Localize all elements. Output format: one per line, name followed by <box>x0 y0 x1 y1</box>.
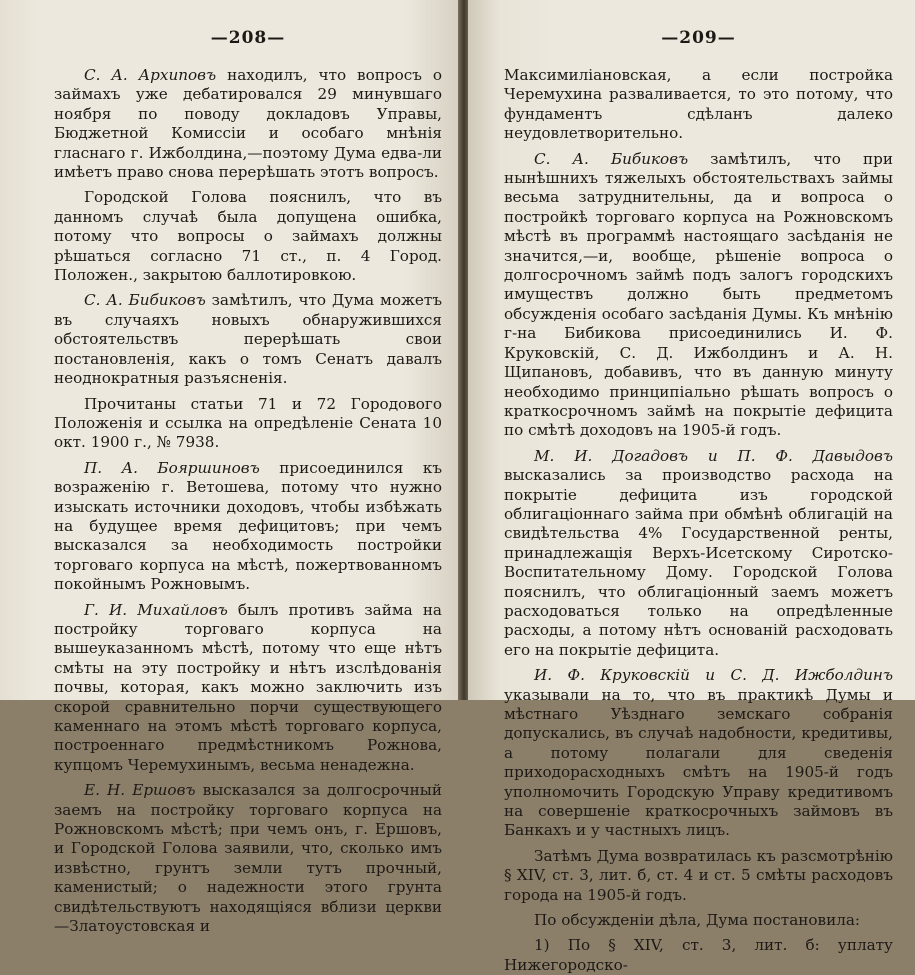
paragraph <box>54 188 442 285</box>
speaker-name: И. Ф. Круковскій и С. Д. Ижболдинъ <box>534 666 893 685</box>
paragraph <box>504 666 893 841</box>
paragraph-text: былъ противъ займа на постройку торговаго корпуса на вышеуказанномъ мѣстѣ, потому что еще нѣтъ смѣты на эту постройку и нѣтъ изслѣдованія почвы, которая, какъ можно заключить изъ скорой сравнительно порчи существующего каменнаго на этомъ мѣстѣ торговаго корпуса, построеннаго предмѣстникомъ Рожнова, купцомъ Черемухинымъ, весьма ненадежна. <box>54 600 442 774</box>
speaker-name: Е. Н. Ершовъ <box>84 781 196 800</box>
paragraph <box>504 911 893 930</box>
paragraph <box>504 936 893 975</box>
paragraph-text: высказались за производство расхода на покрытіе дефицита изъ городской облигаціоннаго займа при обмѣнѣ облигацій на свидѣтельства 4% Государственной ренты, принадлежащія Верхъ-Исетскому Сиротско-Воспитательному Дому. Городской Голова пояснилъ, что облигаціонный заемъ можетъ расходоваться только на опредѣленные расходы, а потому нѣтъ основаній расходовать его на покрытіе дефицита. <box>504 466 893 659</box>
paragraph <box>54 291 442 388</box>
paragraph-text: находилъ, что вопросъ о займахъ уже дебатировался 29 минувшаго ноября по поводу докладовъ Управы, Бюджетной Комиссіи и особаго мнѣнія гласнаго г. Ижболдина,—поэтому Дума едва-ли имѣетъ право снова перерѣшать этотъ вопросъ. <box>54 66 442 182</box>
speaker-name: М. И. Догадовъ и П. Ф. Давыдовъ <box>534 446 893 465</box>
page-number-right: —209— <box>661 28 736 48</box>
paragraph <box>54 66 442 182</box>
speaker-name: С. А. Архиповъ <box>84 66 217 84</box>
paragraph-text: высказался за долгосрочный заемъ на постройку торговаго корпуса на Рожновскомъ мѣстѣ; при чемъ онъ, г. Ершовъ, и Городской Голова заявили, что, сколько имъ извѣстно, грунтъ земли тутъ прочный, каменистый; о надежности этого грунта свидѣтельствуютъ находящіяся вблизи церкви—Златоустовская и <box>54 781 442 936</box>
paragraph-text: Прочитаны статьи 71 и 72 Городового Положенія и ссылка на опредѣленіе Сената 10 окт. 1900 г., № 7938. <box>54 394 442 452</box>
paragraph-text: замѣтилъ, что при нынѣшнихъ тяжелыхъ обстоятельствахъ займы весьма затруднительны, да и вопроса о постройкѣ торговаго корпуса на Рожновскомъ мѣстѣ въ программѣ настоящаго засѣданія не значится,—и, вообще, рѣшеніе вопроса о долгосрочномъ займѣ подъ залогъ городскихъ имуществъ должно быть предметомъ обсужденія особаго засѣданія Думы. Къ мнѣнію г-на Бибикова присоединились И. Ф. Круковскій, С. Д. Ижболдинъ и А. Н. Щипановъ, добавивъ, что въ данную минуту необходимо принципіально рѣшать вопросъ о краткосрочномъ займѣ на покрытіе дефицита по смѣтѣ доходовъ на 1905-й годъ. <box>504 149 893 440</box>
paragraph <box>504 847 893 905</box>
paragraph-text: 1) По § XIV, ст. 3, лит. б: уплату Нижегородско- <box>504 936 893 974</box>
paragraph <box>54 459 442 595</box>
paragraph <box>504 66 893 144</box>
speaker-name: П. А. Бояршиновъ <box>84 458 260 477</box>
left-page <box>0 0 460 936</box>
speaker-name: С. А. Бибиковъ <box>534 149 689 168</box>
paragraph-text: указывали на то, что въ практикѣ Думы и мѣстнаго Уѣзднаго земскаго собранія допускались, въ случаѣ надобности, кредитивы, а потому полагали для сведенія приходорасходныхъ смѣтъ на 1905-й годъ уполномочить Городскую Управу кредитивомъ на совершеніе краткосрочныхъ займовъ въ Банкахъ и у частныхъ лицъ. <box>504 685 893 840</box>
page-number-left: —208— <box>210 28 286 48</box>
paragraph <box>54 395 442 453</box>
paragraph <box>504 150 893 441</box>
paragraph <box>504 447 893 660</box>
paragraph-text: Городской Голова пояснилъ, что въ данномъ случаѣ была допущена ошибка, потому что вопросы о займахъ должны рѣшаться согласно 71 ст., п. 4 Город. Положен., закрытою баллотировкою. <box>54 188 442 285</box>
paragraph <box>54 781 442 936</box>
paragraph-text: По обсужденіи дѣла, Дума постановила: <box>534 911 861 930</box>
paragraph-text: Затѣмъ Дума возвратилась къ разсмотрѣнію § XIV, ст. 3, лит. б, ст. 4 и ст. 5 смѣты расходовъ города на 1905-й годъ. <box>504 846 893 904</box>
speaker-name: С. А. Бибиковъ <box>84 291 206 310</box>
paragraph-text: присоединился къ возраженію г. Ветошева, потому что нужно изыскать источники доходовъ, чтобы избѣжать на будущее время дефицитовъ; при чемъ высказался за необходимость постройки торговаго корпуса на мѣстѣ, пожертвованномъ покойнымъ Рожновымъ. <box>54 458 443 594</box>
speaker-name: Г. И. Михайловъ <box>84 600 228 619</box>
paragraph-text: Максимиліановская, а если постройка Черемухина разваливается, то это потому, что фундаментъ сдѣланъ далеко неудовлетворительно. <box>504 66 893 143</box>
paragraph-text: замѣтилъ, что Дума можетъ въ случаяхъ новыхъ обнаружившихся обстоятельствъ перерѣшать свои постановленія, какъ о томъ Сенатъ давалъ неоднократныя разъясненія. <box>54 291 442 388</box>
paragraph <box>54 601 442 776</box>
right-page <box>468 0 915 974</box>
